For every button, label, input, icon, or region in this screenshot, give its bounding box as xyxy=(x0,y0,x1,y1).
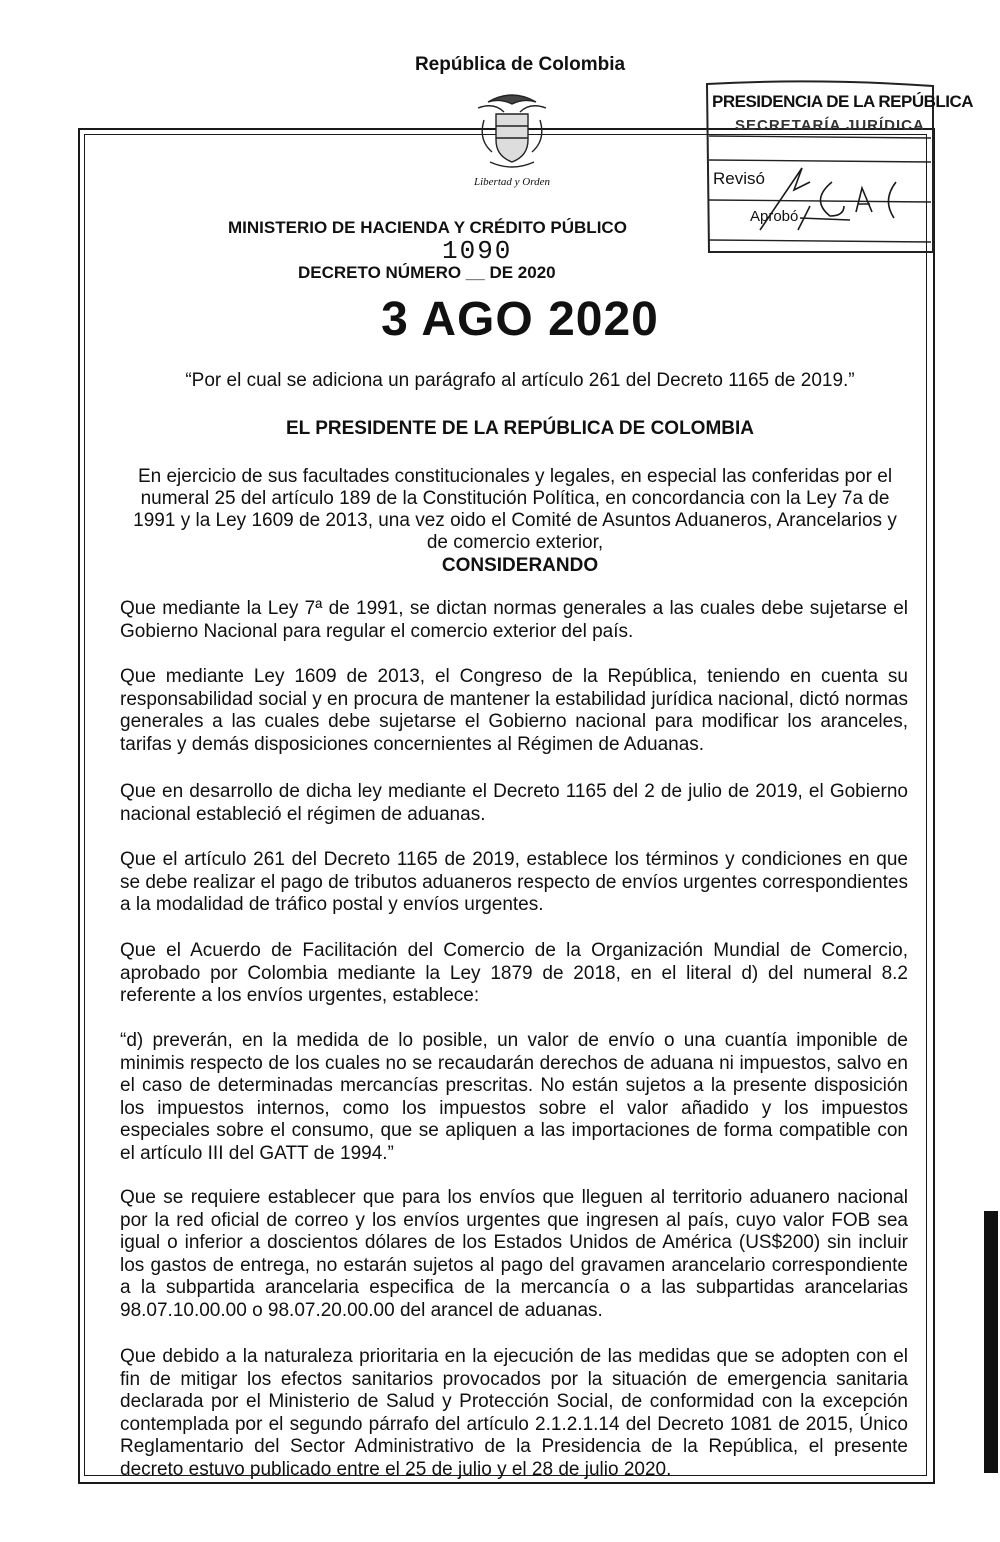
ministry-heading: MINISTERIO DE HACIENDA Y CRÉDITO PÚBLICO xyxy=(228,218,627,237)
paragraph-2: Que mediante Ley 1609 de 2013, el Congreso de la República, teniendo en cuenta su responsabilidad social y en procura de mantener la estabilidad jurídica nacional, dictó normas generales a las cuales debe sujetarse el Gobierno nacional para modificar los aranceles, tarifas y demás disposiciones concernientes al Régimen de Aduanas. xyxy=(120,666,908,755)
stamp-reviso-label: Revisó xyxy=(713,169,765,188)
paragraph-3: Que en desarrollo de dicha ley mediante el Decreto 1165 del 2 de julio de 2019, el Gobierno nacional estableció el régimen de aduanas. xyxy=(120,781,908,825)
decree-title: “Por el cual se adiciona un parágrafo al artículo 261 del Decreto 1165 de 2019.” xyxy=(185,370,855,391)
scan-edge-bar xyxy=(984,1211,998,1473)
paragraph-7: Que se requiere establecer que para los envíos que lleguen al territorio aduanero nacional por la red oficial de correo y los envíos urgentes que ingresen al país, cuyo valor FOB sea igual o inferior a doscientos dólares de los Estados Unidos de América (US$200) sin incluir los gastos de entrega, no estarán sujetos al pago del gravamen arancelario correspondiente a la subpartida arancelaria especifica de la mercancía o a las subpartidas arancelarias 98.07.10.00.00 o 98.07.20.00.00 del arancel de aduanas. xyxy=(120,1187,908,1321)
president-heading: EL PRESIDENTE DE LA REPÚBLICA DE COLOMBIA xyxy=(286,418,754,439)
paragraph-8: Que debido a la naturaleza prioritaria en la ejecución de las medidas que se adopten con el fin de mitigar los efectos sanitarios provocados por la situación de emergencia sanitaria declarada por el Ministerio de Salud y Protección Social, de conformidad con la excepción contemplada por el segundo párrafo del artículo 2.1.2.1.14 del Decreto 1081 de 2015, Único Reglamentario del Sector Administrativo de la Presidencia de la República, el presente decreto estuvo publicado entre el 25 de julio y el 28 de julio 2020. xyxy=(120,1346,908,1480)
date-stamp: 3 AGO 2020 xyxy=(381,293,659,346)
considerando-heading: CONSIDERANDO xyxy=(441,555,599,576)
coat-of-arms-icon xyxy=(474,90,550,172)
intro-paragraph: En ejercicio de sus facultades constitucionales y legales, en especial las conferidas por el numeral 25 del artículo 189 de la Constitución Política, en concordancia con la Ley 7a de 1991 y la Ley 1609 de 2013, una vez oido el Comité de Asuntos Aduaneros, Arancelarios y de comercio exterior, xyxy=(133,466,897,553)
quoted-paragraph: “d) preverán, en la medida de lo posible, un valor de envío o una cuantía imponible de minimis respecto de los cuales no se recaudarán derechos de aduana ni impuestos, salvo en el caso de determinadas mercancías prescritas. No están sujetos a la presente disposición los impuestos internos, como los impuestos sobre el valor añadido y los impuestos especiales sobre el consumo, que se apliquen a las importaciones de forma compatible con el artículo III del GATT de 1994.” xyxy=(120,1030,908,1164)
paragraph-4: Que el artículo 261 del Decreto 1165 de 2019, establece los términos y condiciones en que se debe realizar el pago de tributos aduaneros respecto de envíos urgentes correspondientes a la modalidad de tráfico postal y envíos urgentes. xyxy=(120,849,908,915)
paragraph-1: Que mediante la Ley 7ª de 1991, se dictan normas generales a las cuales debe sujetarse el Gobierno Nacional para regular el comercio exterior del país. xyxy=(120,598,908,642)
motto-text: Libertad y Orden xyxy=(474,176,550,188)
decree-line: DECRETO NÚMERO __ DE 2020 xyxy=(298,263,556,282)
handwritten-signature-icon xyxy=(740,160,930,240)
stamp-subtitle: SECRETARÍA JURÍDICA xyxy=(735,117,925,134)
stamp-title: PRESIDENCIA DE LA REPÚBLICA xyxy=(712,92,974,111)
country-heading: República de Colombia xyxy=(414,54,626,75)
stamp-aprobo-label: Aprobó xyxy=(750,208,799,225)
decree-number: 1090 xyxy=(442,236,513,266)
paragraph-5: Que el Acuerdo de Facilitación del Comercio de la Organización Mundial de Comercio, aprobado por Colombia mediante la Ley 1879 de 2018, en el literal d) del numeral 8.2 referente a los envíos urgentes, establece: xyxy=(120,940,908,1006)
